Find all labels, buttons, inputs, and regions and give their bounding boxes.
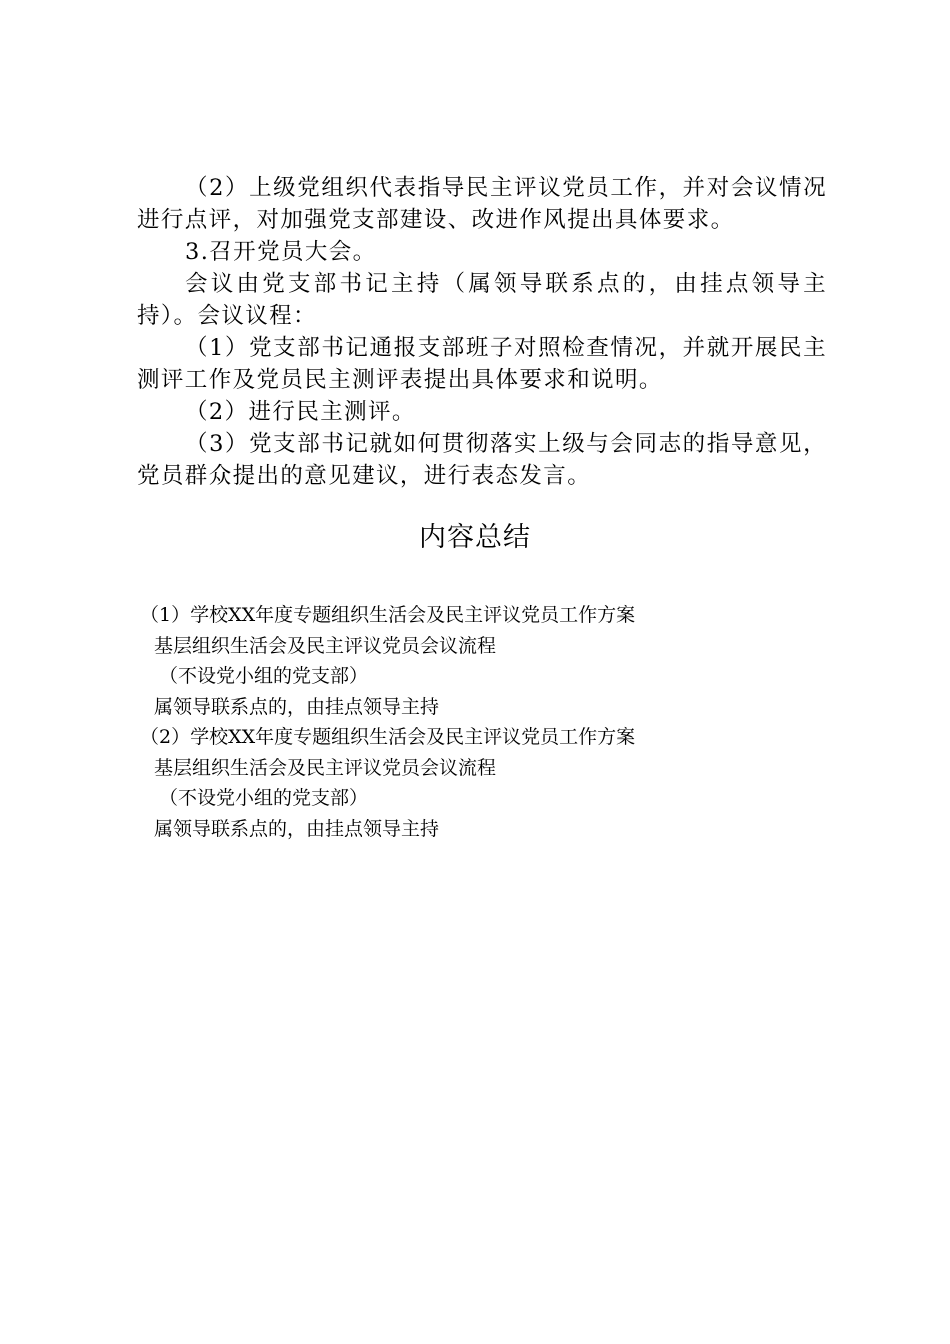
paragraph-meeting-host: 会议由党支部书记主持（属领导联系点的，由挂点领导主持）。会议议程： xyxy=(137,271,827,329)
summary-line: 基层组织生活会及民主评议党员会议流程 xyxy=(154,634,497,657)
paragraph-agenda-item-3: （3）党支部书记就如何贯彻落实上级与会同志的指导意见，党员群众提出的意见建议，进行表态发言。 xyxy=(137,431,827,489)
summary-title: 内容总结 xyxy=(419,522,531,553)
summary-line: 基层组织生活会及民主评议党员会议流程 xyxy=(154,756,497,779)
paragraph-convene-meeting: 3.召开党员大会。 xyxy=(185,239,377,265)
paragraph-review-guidance: （2）上级党组织代表指导民主评议党员工作，并对会议情况进行点评，对加强党支部建设、改进作风提出具体要求。 xyxy=(137,175,827,233)
summary-list xyxy=(140,600,840,844)
body-text xyxy=(137,172,827,492)
summary-line: 属领导联系点的，由挂点领导主持 xyxy=(154,817,440,840)
summary-line: （2）学校XX年度专题组织生活会及民主评议党员工作方案 xyxy=(140,726,636,748)
summary-line: 属领导联系点的，由挂点领导主持 xyxy=(154,695,440,718)
summary-line: （不设党小组的党支部） xyxy=(159,665,369,687)
paragraph-agenda-item-2: （2）进行民主测评。 xyxy=(185,399,416,425)
paragraph-agenda-item-1: （1）党支部书记通报支部班子对照检查情况，并就开展民主测评工作及党员民主测评表提出具体要求和说明。 xyxy=(137,335,827,393)
summary-line: （1）学校XX年度专题组织生活会及民主评议党员工作方案 xyxy=(140,604,636,626)
summary-line: （不设党小组的党支部） xyxy=(159,787,369,809)
